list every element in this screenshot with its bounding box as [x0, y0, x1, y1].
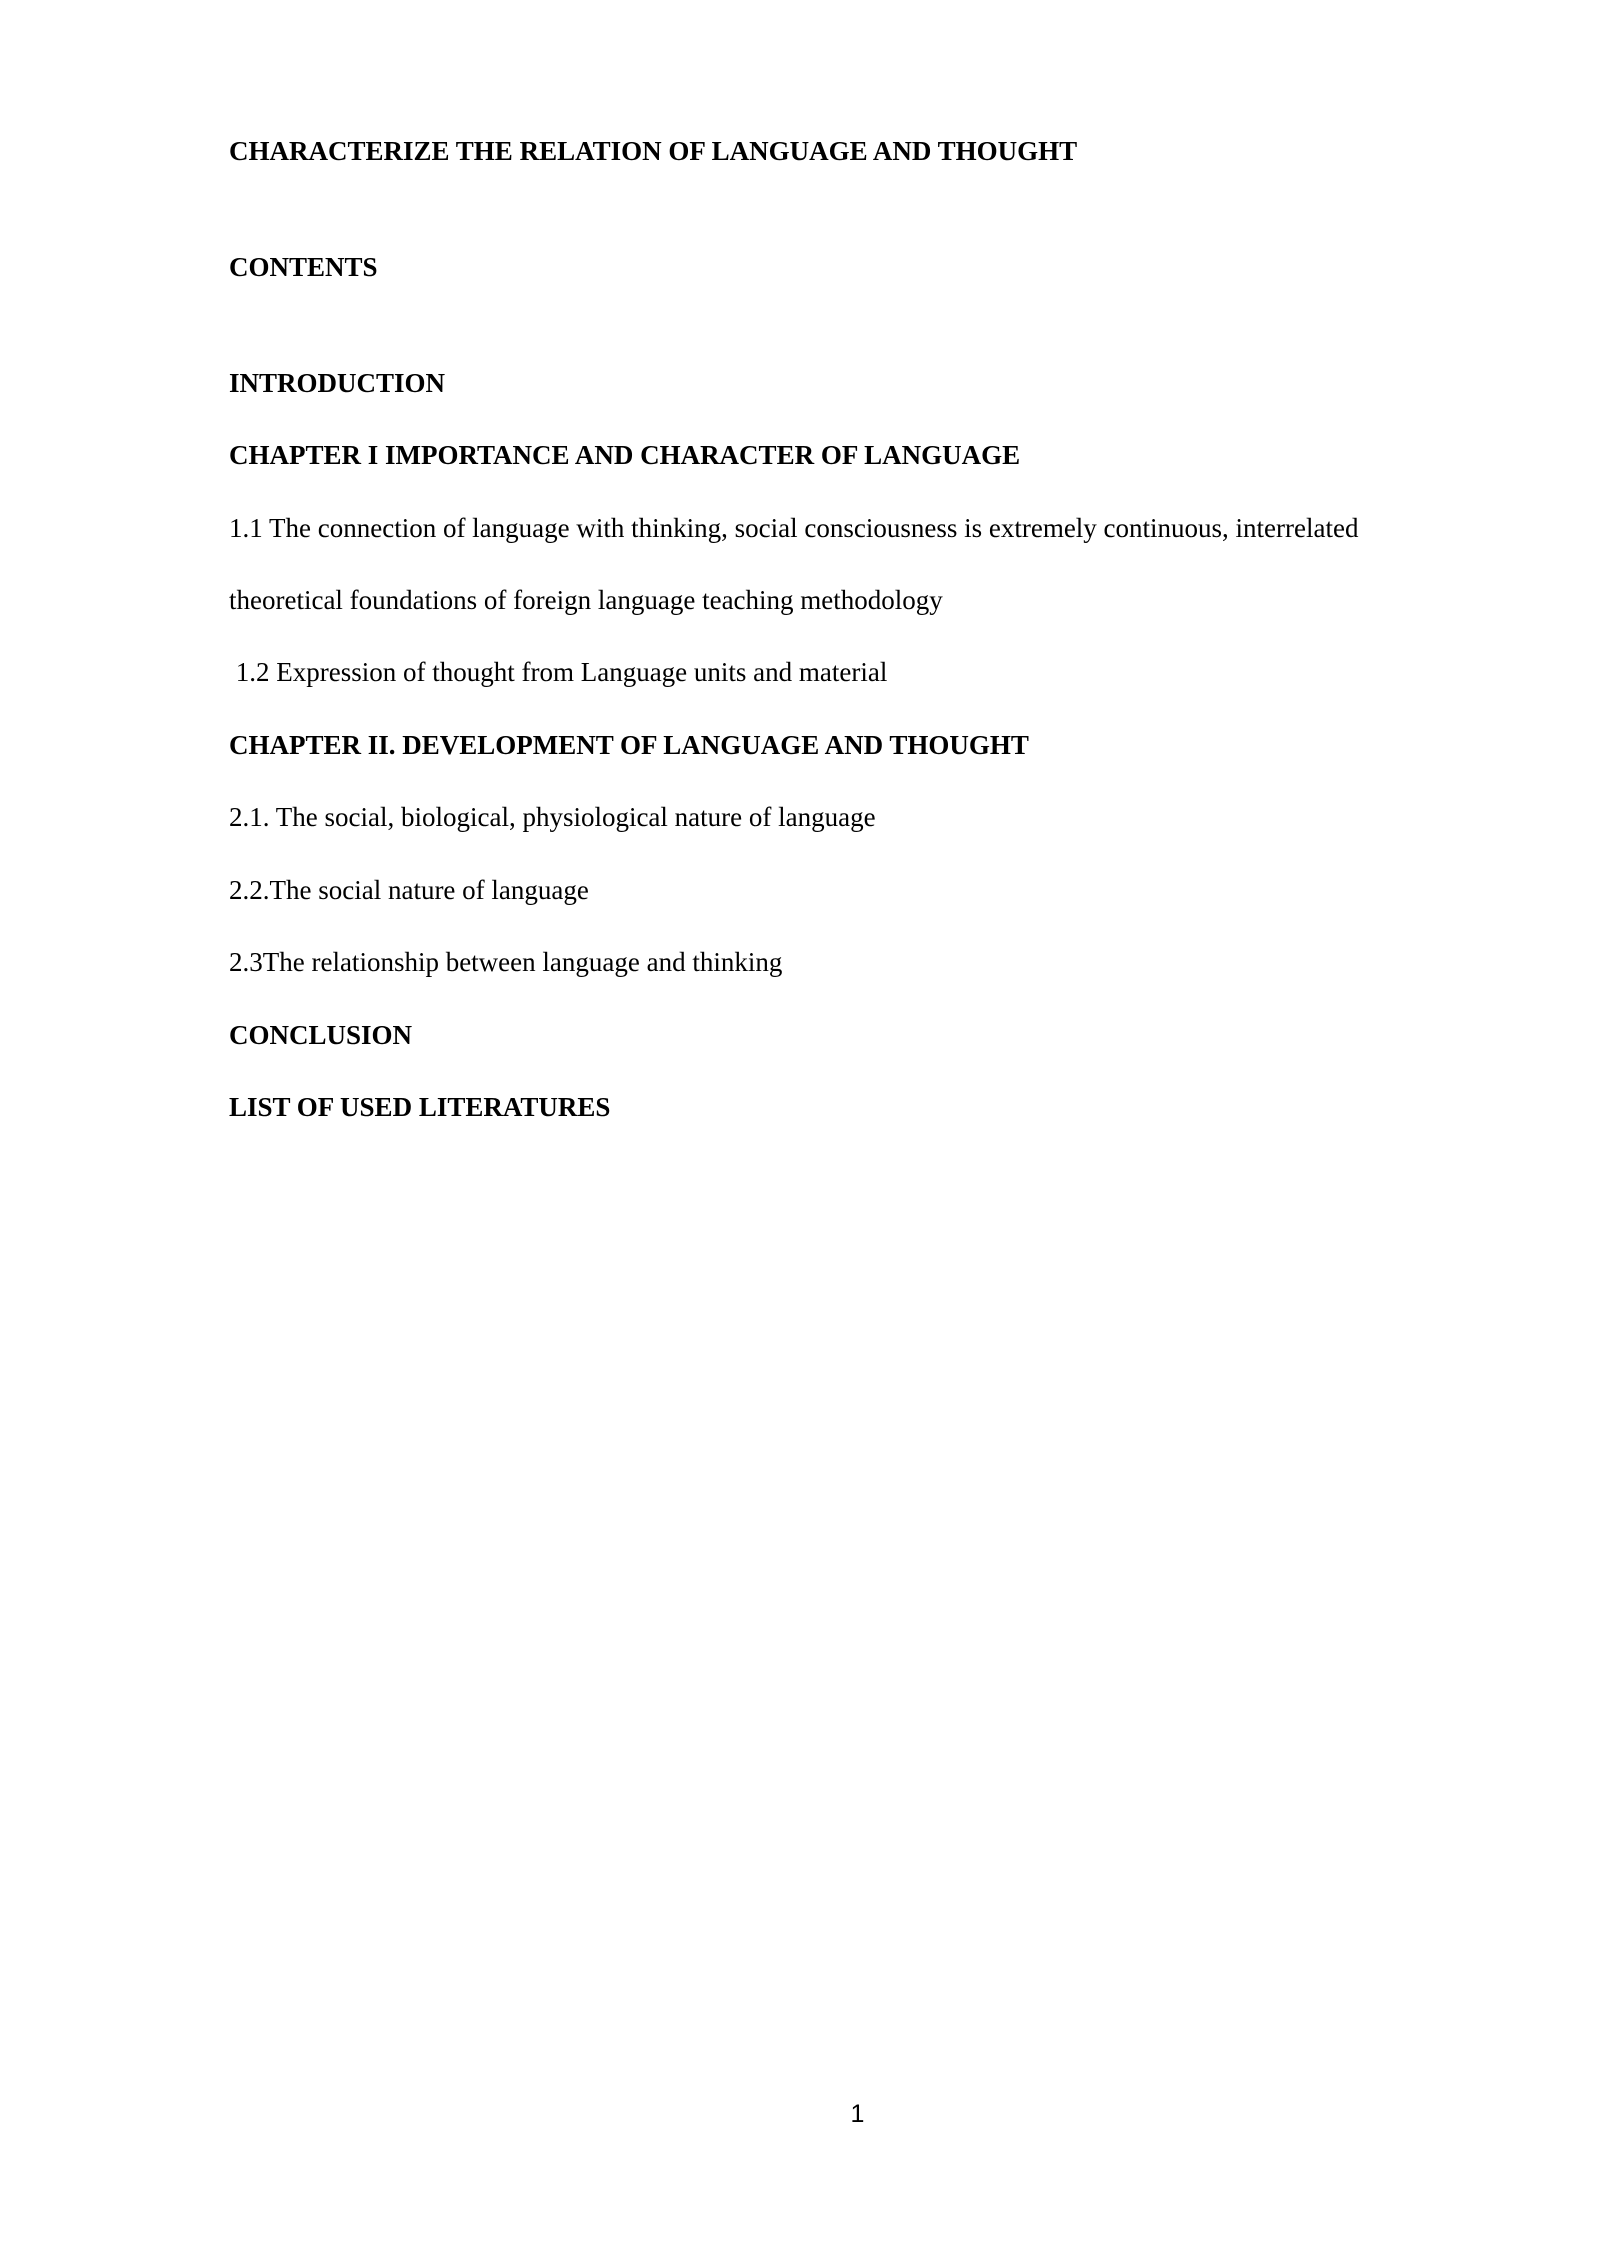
toc-literature: LIST OF USED LITERATURES [229, 1092, 611, 1122]
toc-item-1-1-line-1: 1.1 The connection of language with thinking, social consciousness is extremely continuous, interrelated [229, 513, 1359, 543]
toc-item-2-1: 2.1. The social, biological, physiological nature of language [229, 802, 876, 832]
toc-item-2-2: 2.2.The social nature of language [229, 875, 589, 905]
toc-chapter-2: CHAPTER II. DEVELOPMENT OF LANGUAGE AND THOUGHT [229, 730, 1029, 760]
contents-heading: CONTENTS [229, 252, 378, 282]
toc-item-1-2: 1.2 Expression of thought from Language units and material [229, 657, 888, 687]
toc-chapter-1: CHAPTER I IMPORTANCE AND CHARACTER OF LANGUAGE [229, 440, 1021, 470]
toc-item-2-3: 2.3The relationship between language and thinking [229, 947, 783, 977]
toc-conclusion: CONCLUSION [229, 1020, 413, 1050]
toc-item-1-1-line-2: theoretical foundations of foreign language teaching methodology [229, 585, 943, 615]
document-title: CHARACTERIZE THE RELATION OF LANGUAGE AND THOUGHT [229, 136, 1078, 166]
toc-introduction: INTRODUCTION [229, 368, 446, 398]
page-number: 1 [850, 2100, 865, 2128]
